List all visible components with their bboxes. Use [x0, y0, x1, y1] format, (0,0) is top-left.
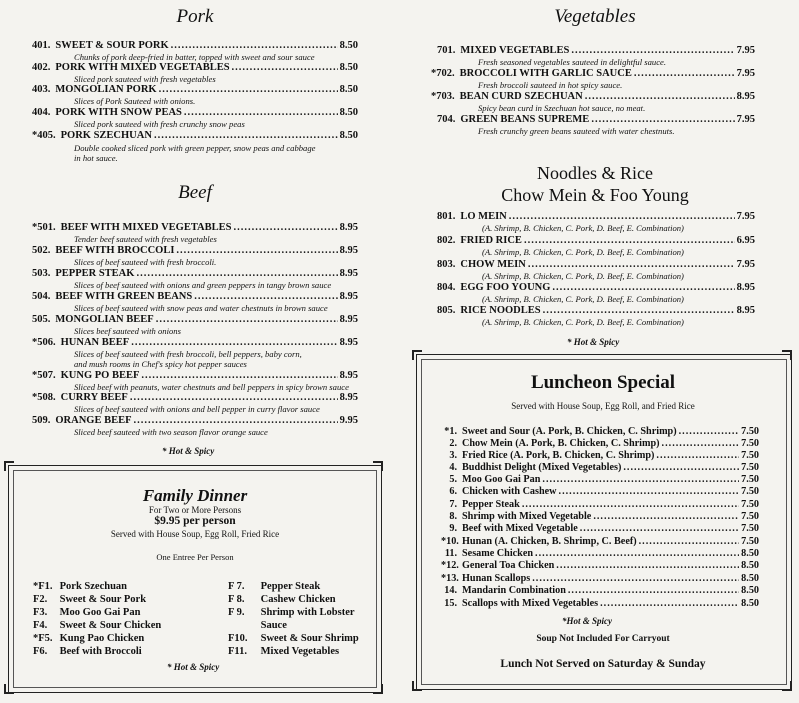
item-number: 704.	[437, 114, 456, 125]
family-item: Sauce	[260, 620, 287, 631]
item-description: Slices of beef sauteed with fresh broccoli, bell peppers, baby corn,	[74, 349, 302, 359]
item-price: 7.95	[736, 114, 755, 125]
lunch-item: 4. Buddhist Delight (Mixed Vegetables) ..... 7.50	[441, 462, 759, 474]
item-description: (A. Shrimp, B. Chicken, C. Pork, D. Beef, E. Combination)	[482, 317, 684, 327]
lunch-item: *12. General Toa Chicken ..... 8.50	[441, 560, 759, 572]
family-item: *F5. Kung Pao Chicken	[33, 633, 145, 644]
family-item: F 7. Pepper Steak	[228, 581, 321, 592]
item-price: 7.95	[736, 45, 755, 56]
lunch-item: 14. Mandarin Combination ..... 8.50	[441, 585, 759, 597]
lunch-item: 9. Beef with Mixed Vegetable ..... 7.50	[441, 523, 759, 535]
family-item: *F1. Pork Szechuan	[33, 581, 128, 592]
item-name: EGG FOO YOUNG	[460, 282, 551, 293]
luncheon-subtitle: Served with House Soup, Egg Roll, and Fried Rice	[511, 401, 695, 411]
item-description: Sliced beef sauteed with two season flavor orange sauce	[74, 427, 268, 437]
item-price: 8.50	[339, 107, 358, 118]
lunch-item: *10. Hunan (A. Chicken, B. Shrimp, C. Beef) ..... 7.50	[441, 536, 759, 548]
item-description: Slices beef sauteed with onions	[74, 326, 181, 336]
item-name: PORK WITH SNOW PEAS	[55, 107, 182, 118]
item-name: MONGOLIAN PORK	[55, 84, 157, 95]
pork-section-title: Pork	[176, 6, 214, 27]
item-number: 504.	[32, 291, 51, 302]
item-description: Fresh crunchy green beans sauteed with water chestnuts.	[478, 126, 675, 136]
item-description: Sliced pork sauteed with fresh vegetables	[74, 74, 216, 84]
luncheon-hot-spicy-note: *Hot & Spicy	[562, 616, 612, 626]
item-description: Fresh seasoned vegetables sauteed in delightful sauce.	[478, 57, 666, 67]
item-number: 801.	[437, 211, 456, 222]
item-number: 509.	[32, 415, 51, 426]
noodles-section-title: Noodles & Rice	[537, 163, 653, 183]
item-price: 8.95	[736, 91, 755, 102]
item-description: Slices of beef sauteed with onions and bell pepper in curry flavor sauce	[74, 404, 320, 414]
luncheon-title: Luncheon Special	[530, 372, 676, 393]
item-number: *506.	[32, 337, 56, 348]
item-description: Slices of beef sauteed with onions and green peppers in tangy brown sauce	[74, 280, 332, 290]
item-price: 7.95	[736, 68, 755, 79]
item-description: (A. Shrimp, B. Chicken, C. Pork, D. Beef, E. Combination)	[482, 223, 684, 233]
family-item: F6. Beef with Broccoli	[33, 646, 142, 657]
item-name: MONGOLIAN BEEF	[55, 314, 154, 325]
family-hot-spicy-note: * Hot & Spicy	[167, 662, 220, 672]
item-name: BEEF WITH MIXED VEGETABLES	[60, 222, 232, 233]
item-number: 403.	[32, 84, 51, 95]
luncheon-soup-note: Soup Not Included For Carryout	[536, 634, 670, 644]
family-dinner-served-with: Served with House Soup, Egg Roll, Fried Rice	[110, 529, 280, 539]
item-description: Slices of beef sauteed with fresh broccoli.	[74, 257, 217, 267]
item-number: 804.	[437, 282, 456, 293]
item-price: 8.95	[339, 291, 358, 302]
noodles-hot-spicy-note: * Hot & Spicy	[567, 337, 620, 347]
item-description: (A. Shrimp, B. Chicken, C. Pork, D. Beef, E. Combination)	[482, 247, 684, 257]
item-number: *508.	[32, 392, 56, 403]
item-price: 6.95	[736, 235, 755, 246]
item-price: 8.50	[339, 40, 358, 51]
item-description: Fresh broccoli sauteed in hot spicy sauce.	[478, 80, 623, 90]
beef-hot-spicy-note: * Hot & Spicy	[162, 446, 215, 456]
lunch-item: 11. Sesame Chicken ..... 8.50	[441, 548, 759, 560]
item-number: 404.	[32, 107, 51, 118]
item-number: 701.	[437, 45, 456, 56]
beef-section-title: Beef	[178, 182, 212, 203]
item-number: 402.	[32, 62, 51, 73]
family-item: F3. Moo Goo Gai Pan	[33, 607, 141, 618]
item-name: PORK SZECHUAN	[60, 130, 152, 141]
item-description: Slices of beef sauteed with snow peas and water chestnuts in brown sauce	[74, 303, 328, 313]
item-price: 8.50	[339, 130, 358, 141]
family-dinner-title: Family Dinner	[142, 486, 248, 505]
item-name: ORANGE BEEF	[55, 415, 132, 426]
family-item: F2. Sweet & Sour Pork	[33, 594, 147, 605]
item-description: Tender beef sauteed with fresh vegetables	[74, 234, 217, 244]
item-name: HUNAN BEEF	[60, 337, 130, 348]
item-price: 8.95	[736, 305, 755, 316]
lunch-item: 8. Shrimp with Mixed Vegetable ..... 7.50	[441, 511, 759, 523]
item-price: 7.95	[736, 211, 755, 222]
item-name: SWEET & SOUR PORK	[55, 40, 169, 51]
item-price: 8.50	[339, 62, 358, 73]
item-price: 9.95	[339, 415, 358, 426]
family-dinner-one-entree: One Entree Per Person	[156, 552, 234, 562]
item-description: and mush rooms in Chef's spicy hot pepper sauces	[74, 359, 247, 369]
family-dinner-persons: For Two or More Persons	[148, 505, 242, 515]
item-price: 8.95	[339, 314, 358, 325]
item-number: 401.	[32, 40, 51, 51]
item-name: KUNG PO BEEF	[60, 370, 140, 381]
item-name: BEAN CURD SZECHUAN	[459, 91, 583, 102]
item-number: 502.	[32, 245, 51, 256]
family-item: F10. Sweet & Sour Shrimp	[228, 633, 359, 644]
family-dinner-price: $9.95 per person	[154, 515, 236, 527]
item-number: *702.	[431, 68, 455, 79]
item-description: Slices of Pork Sauteed with onions.	[74, 96, 196, 106]
item-description: (A. Shrimp, B. Chicken, C. Pork, D. Beef, E. Combination)	[482, 294, 684, 304]
lunch-item: *13. Hunan Scallops ..... 8.50	[441, 573, 759, 585]
lunch-item: 3. Fried Rice (A. Pork, B. Chicken, C. Shrimp) ..... 7.50	[441, 450, 759, 462]
item-price: 8.95	[339, 268, 358, 279]
item-number: *507.	[32, 370, 56, 381]
item-name: BEEF WITH BROCCOLI	[55, 245, 175, 256]
item-price: 8.95	[339, 245, 358, 256]
item-number: *501.	[32, 222, 56, 233]
item-number: 803.	[437, 259, 456, 270]
item-number: *405.	[32, 130, 56, 141]
family-item: F 8. Cashew Chicken	[228, 594, 336, 605]
vegetables-section-title: Vegetables	[554, 6, 636, 27]
family-item: F4. Sweet & Sour Chicken	[33, 620, 162, 631]
item-number: 802.	[437, 235, 456, 246]
item-number: 505.	[32, 314, 51, 325]
family-item: F11. Mixed Vegetables	[228, 646, 340, 657]
item-name: LO MEIN	[460, 211, 507, 222]
item-price: 7.95	[736, 259, 755, 270]
item-name: BROCCOLI WITH GARLIC SAUCE	[459, 68, 632, 79]
item-name: FRIED RICE	[460, 235, 522, 246]
item-description: Sliced beef with peanuts, water chestnuts and bell peppers in spicy brown sauce	[74, 382, 349, 392]
noodles-section-subtitle: Chow Mein & Foo Young	[501, 185, 689, 205]
item-price: 8.95	[339, 337, 358, 348]
item-description: (A. Shrimp, B. Chicken, C. Pork, D. Beef, E. Combination)	[482, 271, 684, 281]
lunch-item: 6. Chicken with Cashew ..... 7.50	[441, 486, 759, 498]
item-price: 8.95	[736, 282, 755, 293]
item-name: PORK WITH MIXED VEGETABLES	[55, 62, 230, 73]
item-name: GREEN BEANS SUPREME	[460, 114, 590, 125]
item-price: 8.95	[339, 370, 358, 381]
item-name: RICE NOODLES	[460, 305, 541, 316]
lunch-item: *1. Sweet and Sour (A. Pork, B. Chicken, C. Shrimp) ..... 7.50	[441, 426, 759, 438]
item-number: 503.	[32, 268, 51, 279]
item-description: Sliced pork sauteed with fresh crunchy snow peas	[74, 119, 245, 129]
lunch-item: 15. Scallops with Mixed Vegetables ..... 8.50	[441, 598, 759, 610]
item-name: CURRY BEEF	[60, 392, 128, 403]
item-price: 8.50	[339, 84, 358, 95]
family-item: F 9. Shrimp with Lobster	[228, 607, 355, 618]
luncheon-footer: Lunch Not Served on Saturday & Sunday	[500, 658, 706, 670]
item-name: CHOW MEIN	[460, 259, 526, 270]
item-name: PEPPER STEAK	[55, 268, 135, 279]
item-description: in hot sauce.	[74, 153, 118, 163]
item-price: 8.95	[339, 222, 358, 233]
item-description: Spicy bean curd in Szechuan hot sauce, no meat.	[478, 103, 646, 113]
item-price: 8.95	[339, 392, 358, 403]
item-name: MIXED VEGETABLES	[460, 45, 570, 56]
item-name: BEEF WITH GREEN BEANS	[55, 291, 193, 302]
item-description: Chunks of pork deep-fried in batter, topped with sweet and sour sauce	[74, 52, 315, 62]
lunch-item: 7. Pepper Steak ..... 7.50	[441, 499, 759, 511]
item-number: 805.	[437, 305, 456, 316]
item-description: Double cooked sliced pork with green pepper, snow peas and cabbage	[74, 143, 316, 153]
item-number: *703.	[431, 91, 455, 102]
lunch-item: 2. Chow Mein (A. Pork, B. Chicken, C. Shrimp) ..... 7.50	[441, 438, 759, 450]
lunch-item: 5. Moo Goo Gai Pan ..... 7.50	[441, 474, 759, 486]
